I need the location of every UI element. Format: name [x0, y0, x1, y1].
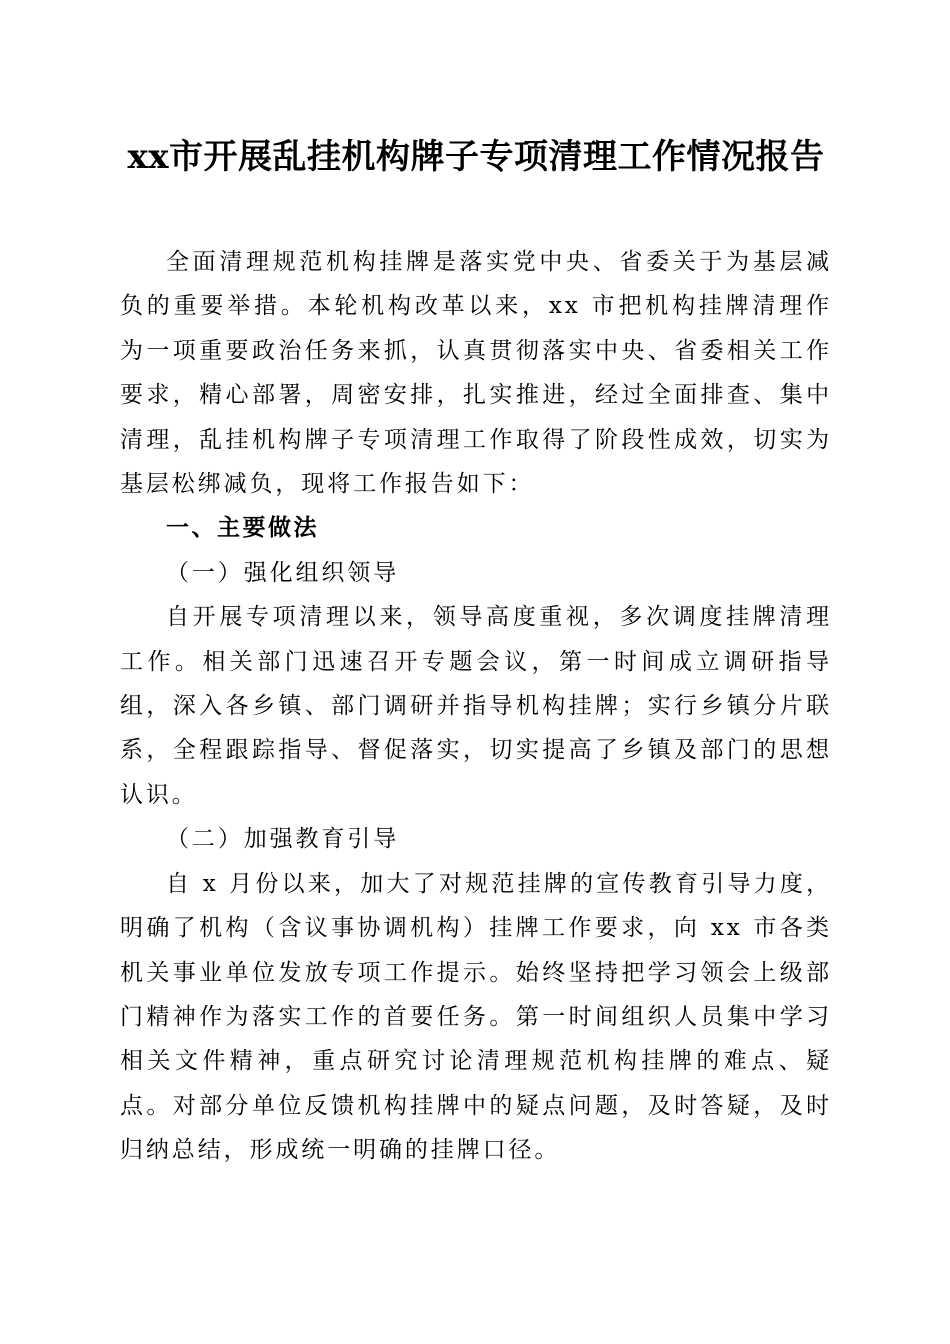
subheading-education-guidance: （二）加强教育引导	[166, 826, 400, 853]
subheading-strengthen-leadership: （一）强化组织领导	[166, 559, 400, 586]
document-page	[120, 135, 832, 1173]
paragraph-strengthen-leadership: 自开展专项清理以来，领导高度重视，多次调度挂牌清理工作。相关部门迅速召开专题会议，第一时间成立调研指导组，深入各乡镇、部门调研并指导机构挂牌；实行乡镇分片联系，全程跟踪指导、督促落实，切实提高了乡镇及部门的思想认识。	[120, 604, 832, 808]
intro-paragraph: 全面清理规范机构挂牌是落实党中央、省委关于为基层减负的重要举措。本轮机构改革以来，xx 市把机构挂牌清理作为一项重要政治任务来抓，认真贯彻落实中央、省委相关工作要求，精心部署，周密安排，扎实推进，经过全面排查、集中清理，乱挂机构牌子专项清理工作取得了阶段性成效，切实为基层松绑减负，现将工作报告如下：	[120, 249, 832, 498]
document-body	[120, 240, 832, 1173]
document-title: xx市开展乱挂机构牌子专项清理工作情况报告	[127, 137, 825, 177]
paragraph-education-guidance: 自 x 月份以来，加大了对规范挂牌的宣传教育引导力度，明确了机构（含议事协调机构）挂牌工作要求，向 xx 市各类机关事业单位发放专项工作提示。始终坚持把学习领会上级部门精神作为落实工作的首要任务。第一时间组织人员集中学习相关文件精神，重点研究讨论清理规范机构挂牌的难点、疑点。对部分单位反馈机构挂牌中的疑点问题，及时答疑，及时归纳总结，形成统一明确的挂牌口径。	[120, 870, 832, 1164]
section-heading-main-practices: 一、主要做法	[166, 515, 319, 542]
